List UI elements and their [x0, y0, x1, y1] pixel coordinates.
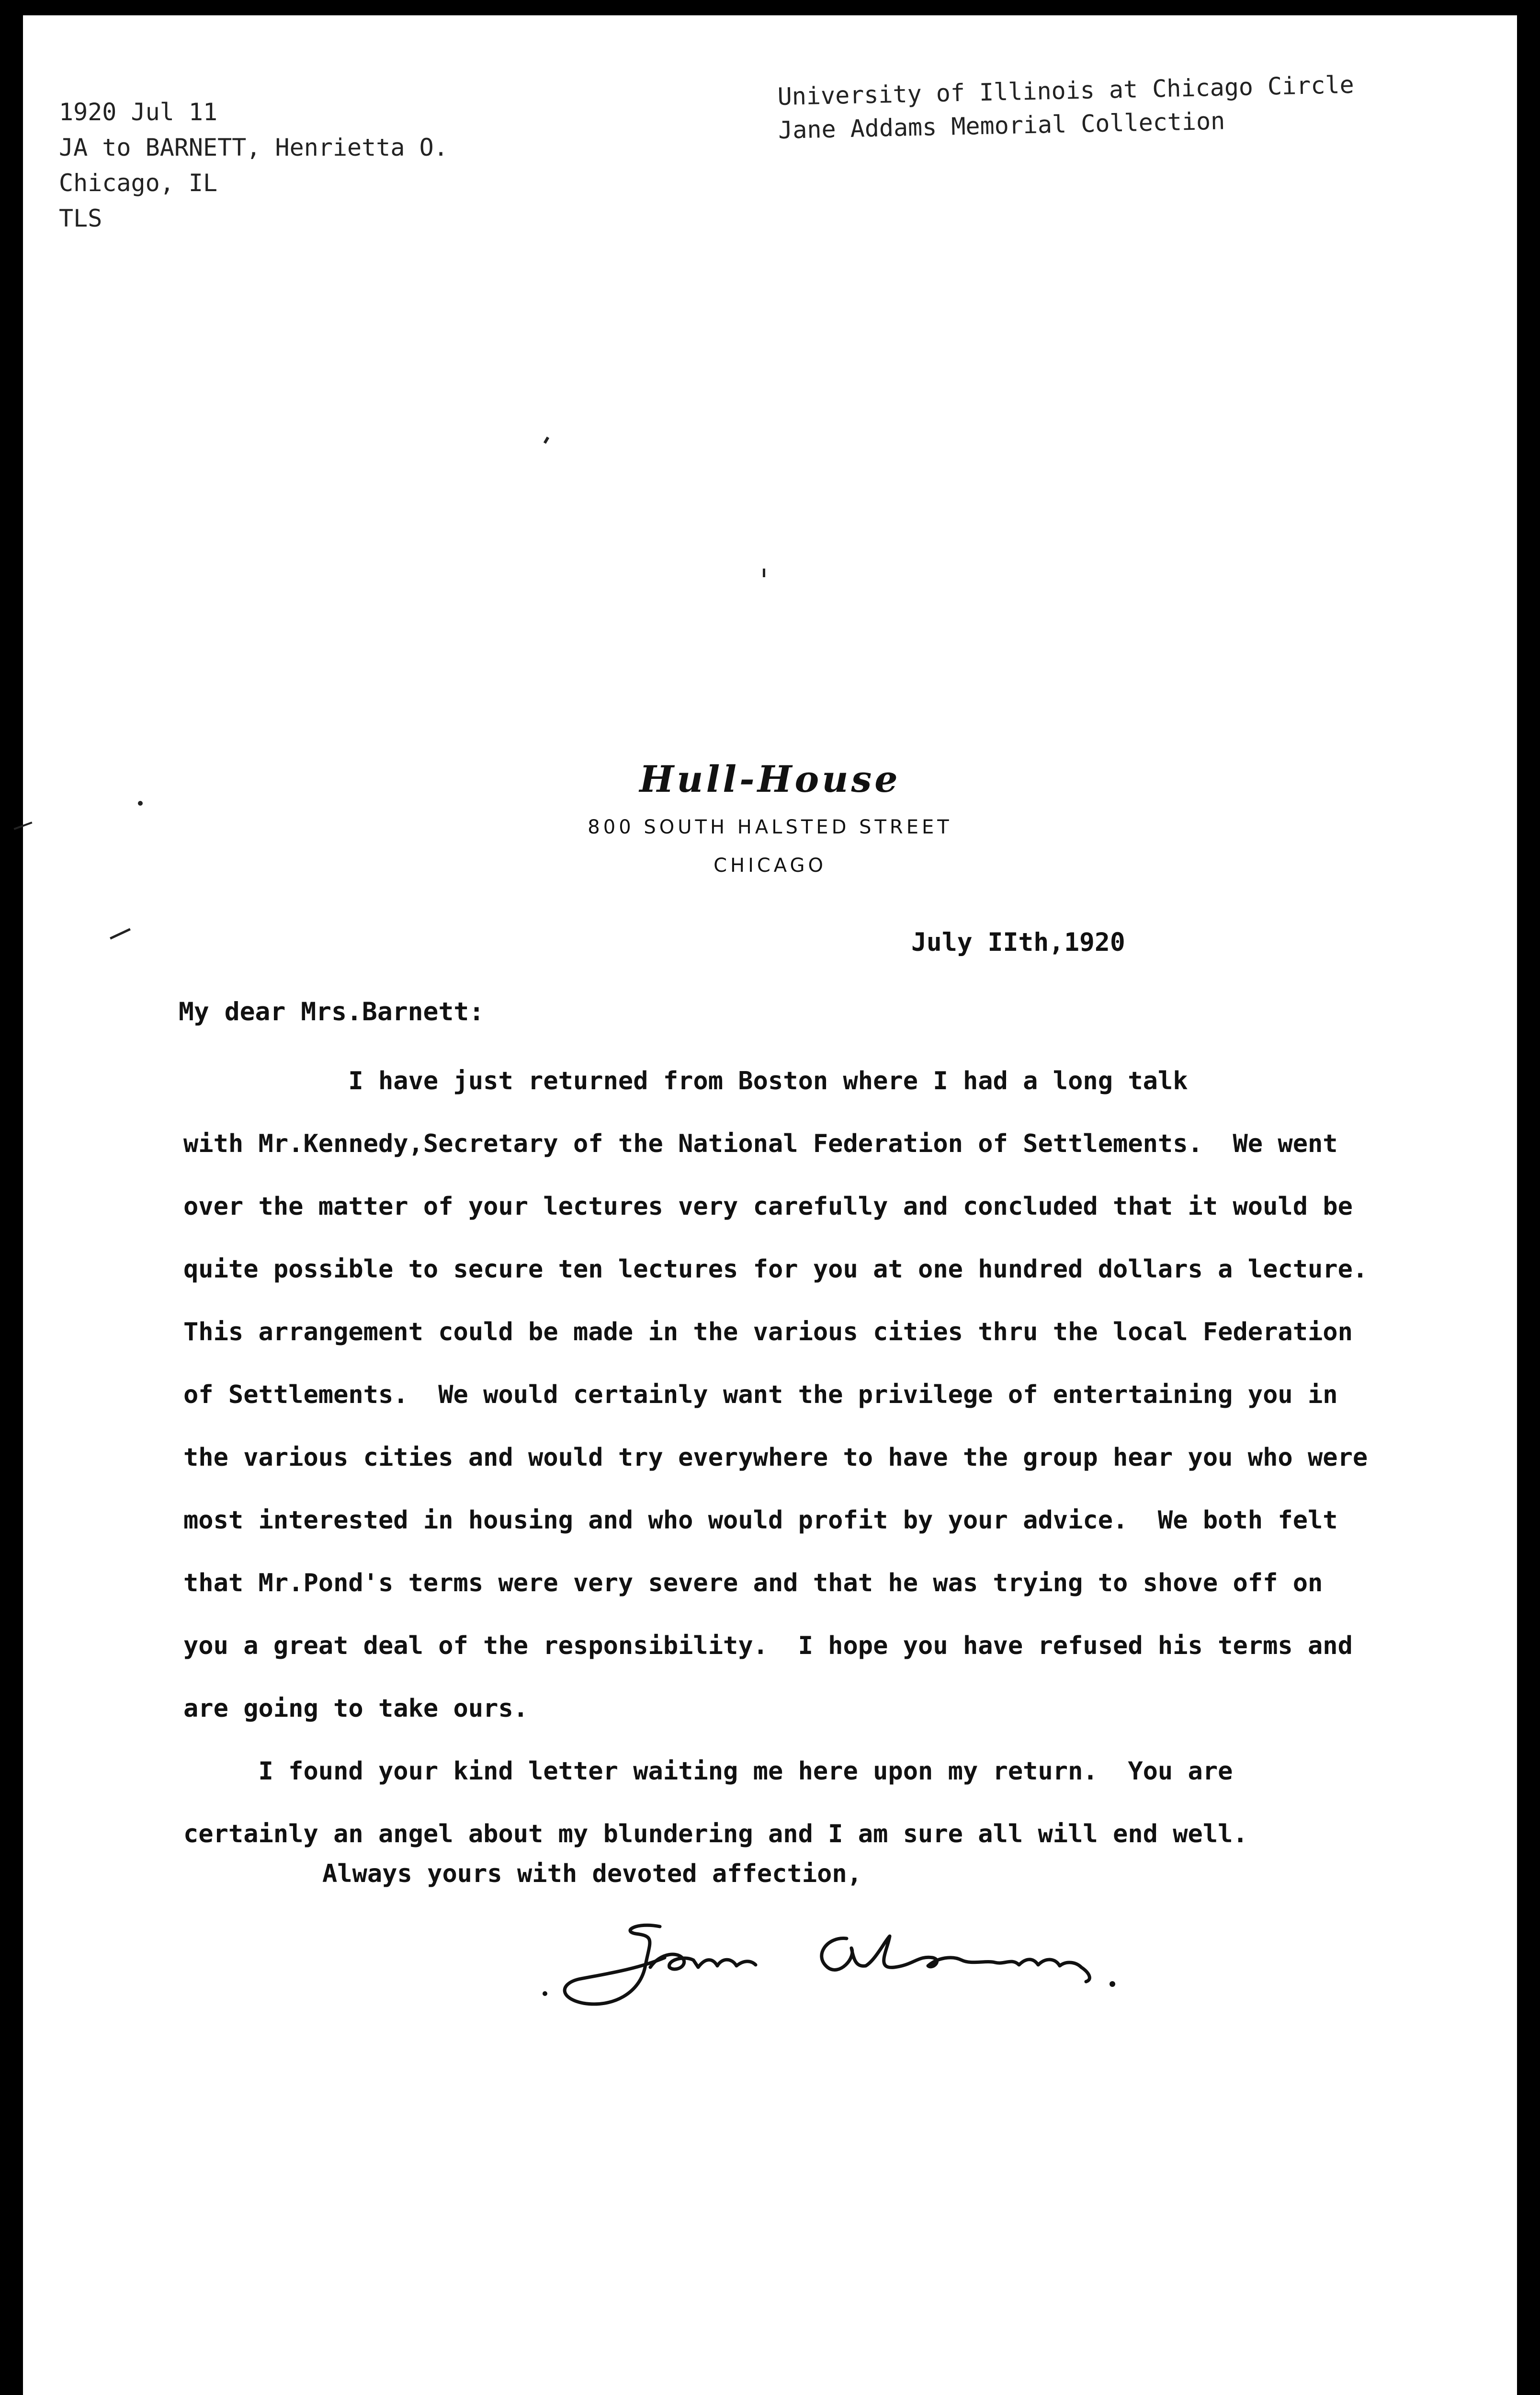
letter-body [183, 1050, 1443, 1866]
letterhead-street: 800 SOUTH HALSTED STREET [588, 816, 952, 838]
body-line: are going to take ours. [183, 1694, 529, 1723]
archive-place: Chicago, IL [59, 169, 218, 197]
archive-doc-type: TLS [59, 205, 102, 232]
body-line: most interested in housing and who would profit by your advice. We both felt [183, 1506, 1338, 1535]
archive-correspondents: JA to BARNETT, Henrietta O. [59, 134, 448, 161]
collection-institution: University of Illinois at Chicago Circle [777, 70, 1355, 111]
letterhead [23, 755, 1517, 885]
scan-speck [544, 436, 549, 444]
body-line: This arrangement could be made in the various cities thru the local Federation [183, 1318, 1353, 1346]
body-line: the various cities and would try everywhere to have the group hear you who were [183, 1443, 1368, 1472]
body-line: that Mr.Pond's terms were very severe and that he was trying to shove off on [183, 1569, 1323, 1597]
handwritten-signature [540, 1912, 1258, 2022]
collection-name: Jane Addams Memorial Collection [778, 107, 1225, 144]
collection-stamp [777, 68, 1355, 147]
letter-page [23, 15, 1517, 2395]
scan-speck [763, 569, 765, 577]
body-line: quite possible to secure ten lectures for you at one hundred dollars a lecture. [183, 1255, 1368, 1284]
body-line: certainly an angel about my blundering and I am sure all will end well. [183, 1820, 1248, 1848]
body-line: with Mr.Kennedy,Secretary of the National Federation of Settlements. We went [183, 1129, 1338, 1158]
letterhead-name: Hull-House [639, 758, 901, 800]
closing: Always yours with devoted affection, [322, 1859, 862, 1888]
letterhead-city: CHICAGO [713, 855, 827, 877]
archive-date: 1920 Jul 11 [59, 98, 218, 126]
scan-speck [110, 928, 131, 940]
salutation: My dear Mrs.Barnett: [179, 997, 485, 1026]
letter-date: July IIth,1920 [911, 928, 1125, 957]
body-line: over the matter of your lectures very carefully and concluded that it would be [183, 1192, 1353, 1221]
body-line: you a great deal of the responsibility. I hope you have refused his terms and [183, 1631, 1353, 1660]
archive-header [59, 94, 448, 236]
body-line: of Settlements. We would certainly want the privilege of entertaining you in [183, 1380, 1338, 1409]
body-line: I have just returned from Boston where I had a long talk [183, 1067, 1188, 1095]
body-line: I found your kind letter waiting me here upon my return. You are [183, 1757, 1233, 1786]
